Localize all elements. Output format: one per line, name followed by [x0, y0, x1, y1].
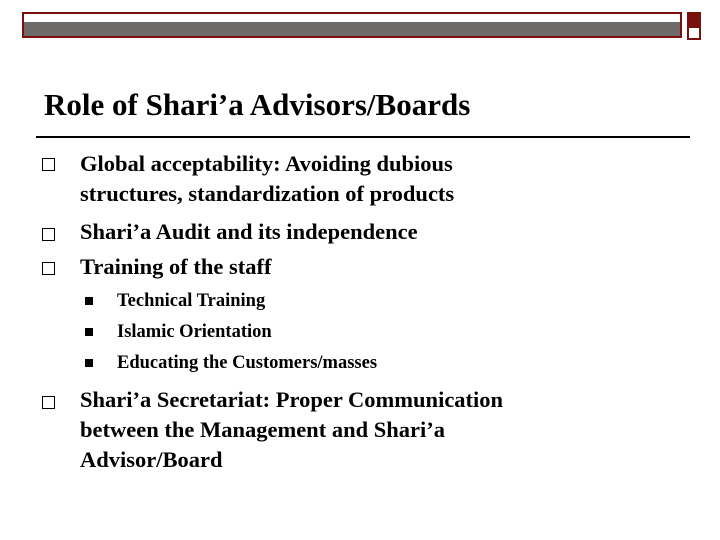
bullet-item-audit: [80, 217, 690, 247]
bullet-line: structures, standardization of products: [80, 181, 455, 206]
hollow-square-bullet-icon: [42, 396, 55, 409]
subbullet-educating-customers: Educating the Customers/masses: [117, 353, 378, 373]
filled-square-bullet-icon: [85, 359, 93, 367]
subbullet-technical-training: Technical Training: [117, 291, 266, 311]
bullet-line: between the Management and Shari’a: [80, 417, 445, 442]
title-divider: [36, 136, 690, 138]
hollow-square-bullet-icon: [42, 262, 55, 275]
hollow-square-bullet-icon: [42, 158, 55, 171]
bullet-line: Shari’a Audit and its independence: [80, 219, 418, 244]
bullet-item-secretariat: [80, 385, 690, 475]
bullet-line: Shari’a Secretariat: Proper Communication: [80, 387, 504, 412]
bullet-line: Training of the staff: [80, 254, 272, 279]
filled-square-bullet-icon: [85, 328, 93, 336]
bullet-item-global-acceptability: [80, 149, 690, 209]
subbullet-islamic-orientation: Islamic Orientation: [117, 322, 272, 342]
corner-square-filled: [687, 12, 701, 26]
header-decoration: [0, 0, 720, 44]
bullet-line: Global acceptability: Avoiding dubious: [80, 151, 453, 176]
hollow-square-bullet-icon: [42, 228, 55, 241]
header-strip-fill: [24, 22, 680, 36]
bullet-line: Advisor/Board: [80, 447, 223, 472]
slide-title: Role of Shari’a Advisors/Boards: [44, 87, 471, 122]
header-strip: [22, 12, 682, 38]
bullet-item-training: [80, 252, 690, 282]
filled-square-bullet-icon: [85, 297, 93, 305]
corner-square-outline: [687, 26, 701, 40]
